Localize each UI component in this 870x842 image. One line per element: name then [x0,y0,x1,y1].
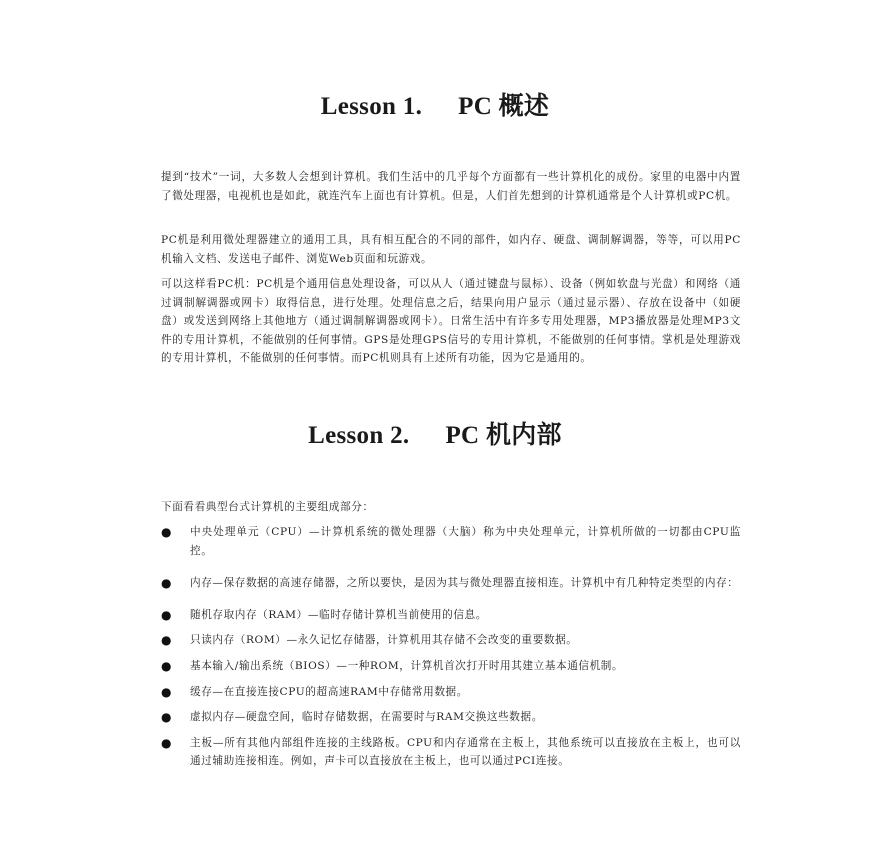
list-item-text: 基本输入/输出系统（BIOS）—一种ROM，计算机首次打开时用其建立基本通信机制。 [190,659,624,672]
list-item [161,734,741,771]
lesson1-title-number: Lesson 1. [320,93,423,120]
lesson1-title-topic: PC 概述 [458,93,550,120]
list-item-text: 缓存—在直接连接CPU的超高速RAM中存储常用数据。 [190,685,468,698]
list-item [161,657,741,676]
bullet-icon: ● [161,710,173,725]
bullet-icon: ● [161,607,173,622]
list-item-text: 虚拟内存—硬盘空间，临时存储数据，在需要时与RAM交换这些数据。 [190,711,543,724]
lesson2-title-number: Lesson 2. [308,422,410,449]
list-item [161,683,741,702]
list-item-text: 内存—保存数据的高速存储器，之所以要快，是因为其与微处理器直接相连。计算机中有几种特定类型的内存： [190,577,739,590]
list-item [161,708,741,727]
list-item-text: 随机存取内存（RAM）—临时存储计算机当前使用的信息。 [190,608,487,621]
list-item [161,574,741,593]
lesson2-title-topic: PC 机内部 [445,422,562,449]
lesson1-title [0,86,870,122]
list-item-text: 主板—所有其他内部组件连接的主线路板。CPU和内存通常在主板上，其他系统可以直接放在主板上，也可以通过辅助连接相连。例如，声卡可以直接放在主板上，也可以通过PCI连接。 [190,736,741,768]
lesson1-paragraph-1: 提到“技术”一词，大多数人会想到计算机。我们生活中的几乎每个方面都有一些计算机化的成份。家里的电器中内置了微处理器，电视机也是如此，就连汽车上面也有计算机。但是，人们首先想到的计算机通常是个人计算机或PC机。 [161,171,741,202]
bullet-icon: ● [161,633,173,648]
lesson1-paragraph-3: 可以这样看PC机：PC机是个通用信息处理设备，可以从人（通过键盘与鼠标）、设备（例如软盘与光盘）和网络（通过调制解调器或网卡）取得信息，进行处理。处理信息之后，结果向用户显示（通过显示器）、存放在设备中（如硬盘）或发送到网络上其他地方（通过调制解调器或网卡）。日常生活中有许多专用处理器，MP3播放器是处理MP3文件的专用计算机，不能做别的任何事情。GPS是处理GPS信号的专用计算机，不能做别的任何事情。掌机是处理游戏的专用计算机，不能做别的任何事情。而PC机则具有上述所有功能，因为它是通用的。 [161,278,741,365]
list-item [161,606,741,625]
lesson1-paragraph-2: PC机是利用微处理器建立的通用工具，具有相互配合的不同的部件，如内存、硬盘、调制解调器，等等，可以用PC机输入文档、发送电子邮件、浏览Web页面和玩游戏。 [161,234,741,265]
list-item [161,631,741,650]
bullet-icon: ● [161,525,173,539]
lesson2-title [0,415,870,451]
bullet-icon: ● [161,658,173,673]
list-item [161,523,741,560]
list-item-text: 中央处理单元（CPU）—计算机系统的微处理器（大脑）称为中央处理单元，计算机所做的一切都由CPU监控。 [190,526,741,557]
component-list [161,523,741,771]
bullet-icon: ● [161,735,173,750]
bullet-icon: ● [161,684,173,699]
lesson2-intro: 下面看看典型台式计算机的主要组成部分： [161,501,374,513]
list-item-text: 只读内存（ROM）—永久记忆存储器，计算机用其存储不会改变的重要数据。 [190,634,578,647]
bullet-icon: ● [161,576,173,591]
